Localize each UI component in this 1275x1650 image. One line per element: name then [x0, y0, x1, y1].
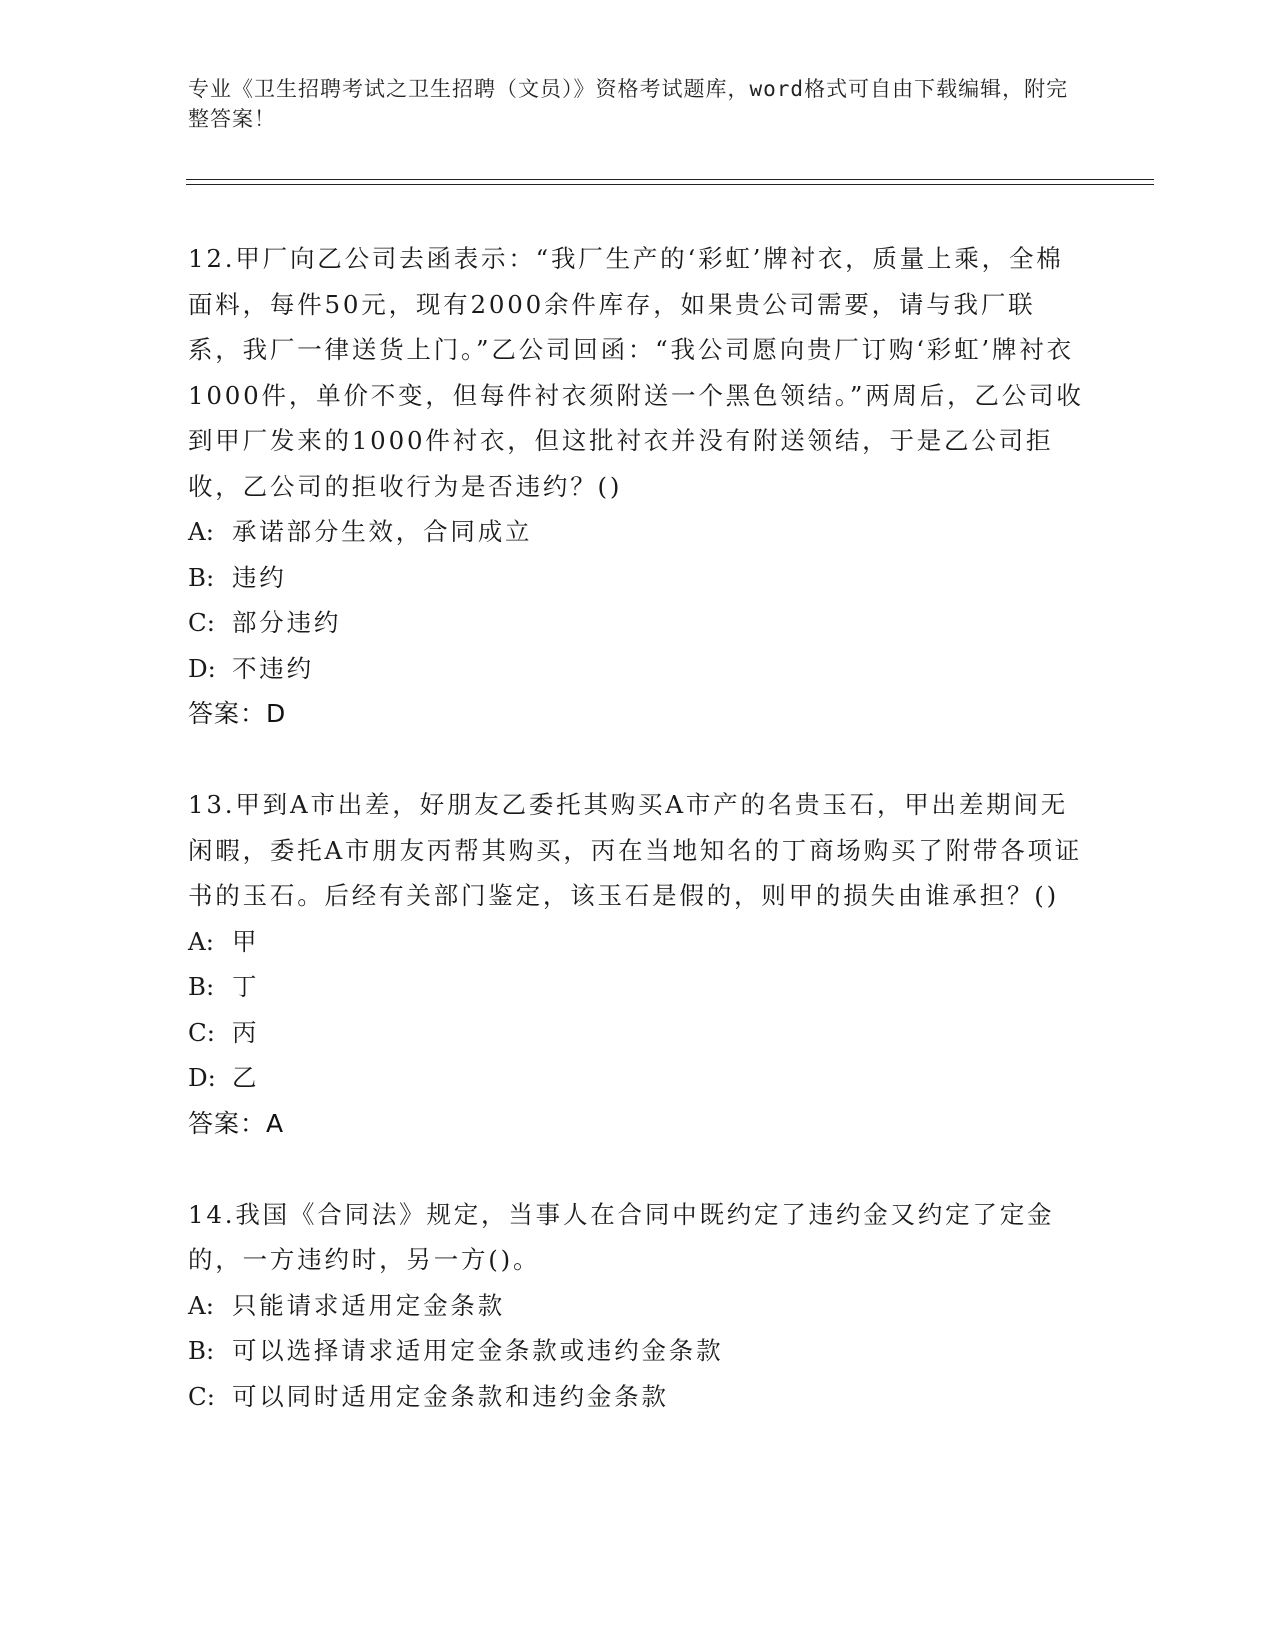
header-divider-bottom: [186, 184, 1154, 185]
option-text: 丙: [232, 1017, 260, 1047]
question-list: [188, 236, 1088, 1419]
option-text: 不违约: [232, 653, 314, 683]
spacer: [188, 737, 1088, 782]
option-b: [188, 964, 1088, 1010]
option-c: [188, 1374, 1088, 1420]
option-c: [188, 600, 1088, 646]
option-letter: C:: [188, 1381, 216, 1411]
option-d: [188, 1055, 1088, 1101]
option-letter: B:: [188, 972, 215, 1001]
option-text: 只能请求适用定金条款: [232, 1290, 505, 1320]
option-text: 甲: [232, 926, 260, 956]
question-stem: 12.甲厂向乙公司去函表示：“我厂生产的‘彩虹’牌衬衣，质量上乘，全棉面料，每件50元，现有2000余件库存，如果贵公司需要，请与我厂联系，我厂一律送货上门。”乙公司回函：“我公司愿向贵厂订购‘彩虹’牌衬衣1000件，单价不变，但每件衬衣须附送一个黑色领结。”两周后，乙公司收到甲厂发来的1000件衬衣，但这批衬衣并没有附送领结，于是乙公司拒收，乙公司的拒收行为是否违约？(): [188, 244, 1084, 501]
option-text: 部分违约: [232, 608, 342, 637]
option-letter: A:: [188, 517, 214, 546]
option-text: 可以选择请求适用定金条款或违约金条款: [232, 1336, 724, 1365]
option-text: 可以同时适用定金条款和违约金条款: [232, 1381, 669, 1411]
answer-line: 答案：A: [188, 1108, 285, 1138]
question-13: [188, 782, 1088, 1147]
option-letter: B:: [188, 562, 215, 592]
option-a: [188, 919, 1088, 965]
option-d: [188, 646, 1088, 692]
option-letter: C:: [188, 608, 216, 637]
header-divider-top: [186, 179, 1154, 180]
option-text: 乙: [232, 1063, 260, 1092]
option-letter: D:: [188, 1063, 216, 1092]
option-text: 丁: [232, 972, 260, 1001]
question-14: [188, 1192, 1088, 1420]
option-letter: A:: [188, 926, 214, 956]
answer-line: 答案：D: [188, 699, 287, 728]
option-c: [188, 1010, 1088, 1056]
option-b: [188, 1328, 1088, 1374]
option-letter: C:: [188, 1017, 216, 1047]
option-a: [188, 509, 1088, 555]
question-stem: 13.甲到A市出差，好朋友乙委托其购买A市产的名贵玉石，甲出差期间无闲暇，委托A市朋友丙帮其购买，丙在当地知名的丁商场购买了附带各项证书的玉石。后经有关部门鉴定，该玉石是假的，则甲的损失由谁承担？(): [188, 790, 1083, 910]
question-stem: 14.我国《合同法》规定，当事人在合同中既约定了违约金又约定了定金的，一方违约时，另一方()。: [188, 1199, 1055, 1274]
option-letter: B:: [188, 1336, 215, 1365]
option-a: [188, 1283, 1088, 1329]
spacer: [188, 1147, 1088, 1192]
question-12: [188, 236, 1088, 737]
option-text: 违约: [232, 562, 287, 592]
option-letter: A:: [188, 1290, 214, 1320]
option-letter: D:: [188, 653, 216, 683]
option-b: [188, 555, 1088, 601]
header-intro: 专业《卫生招聘考试之卫生招聘（文员）》资格考试题库，word格式可自由下载编辑，附完整答案！: [188, 77, 1069, 131]
option-text: 承诺部分生效，合同成立: [232, 517, 533, 546]
